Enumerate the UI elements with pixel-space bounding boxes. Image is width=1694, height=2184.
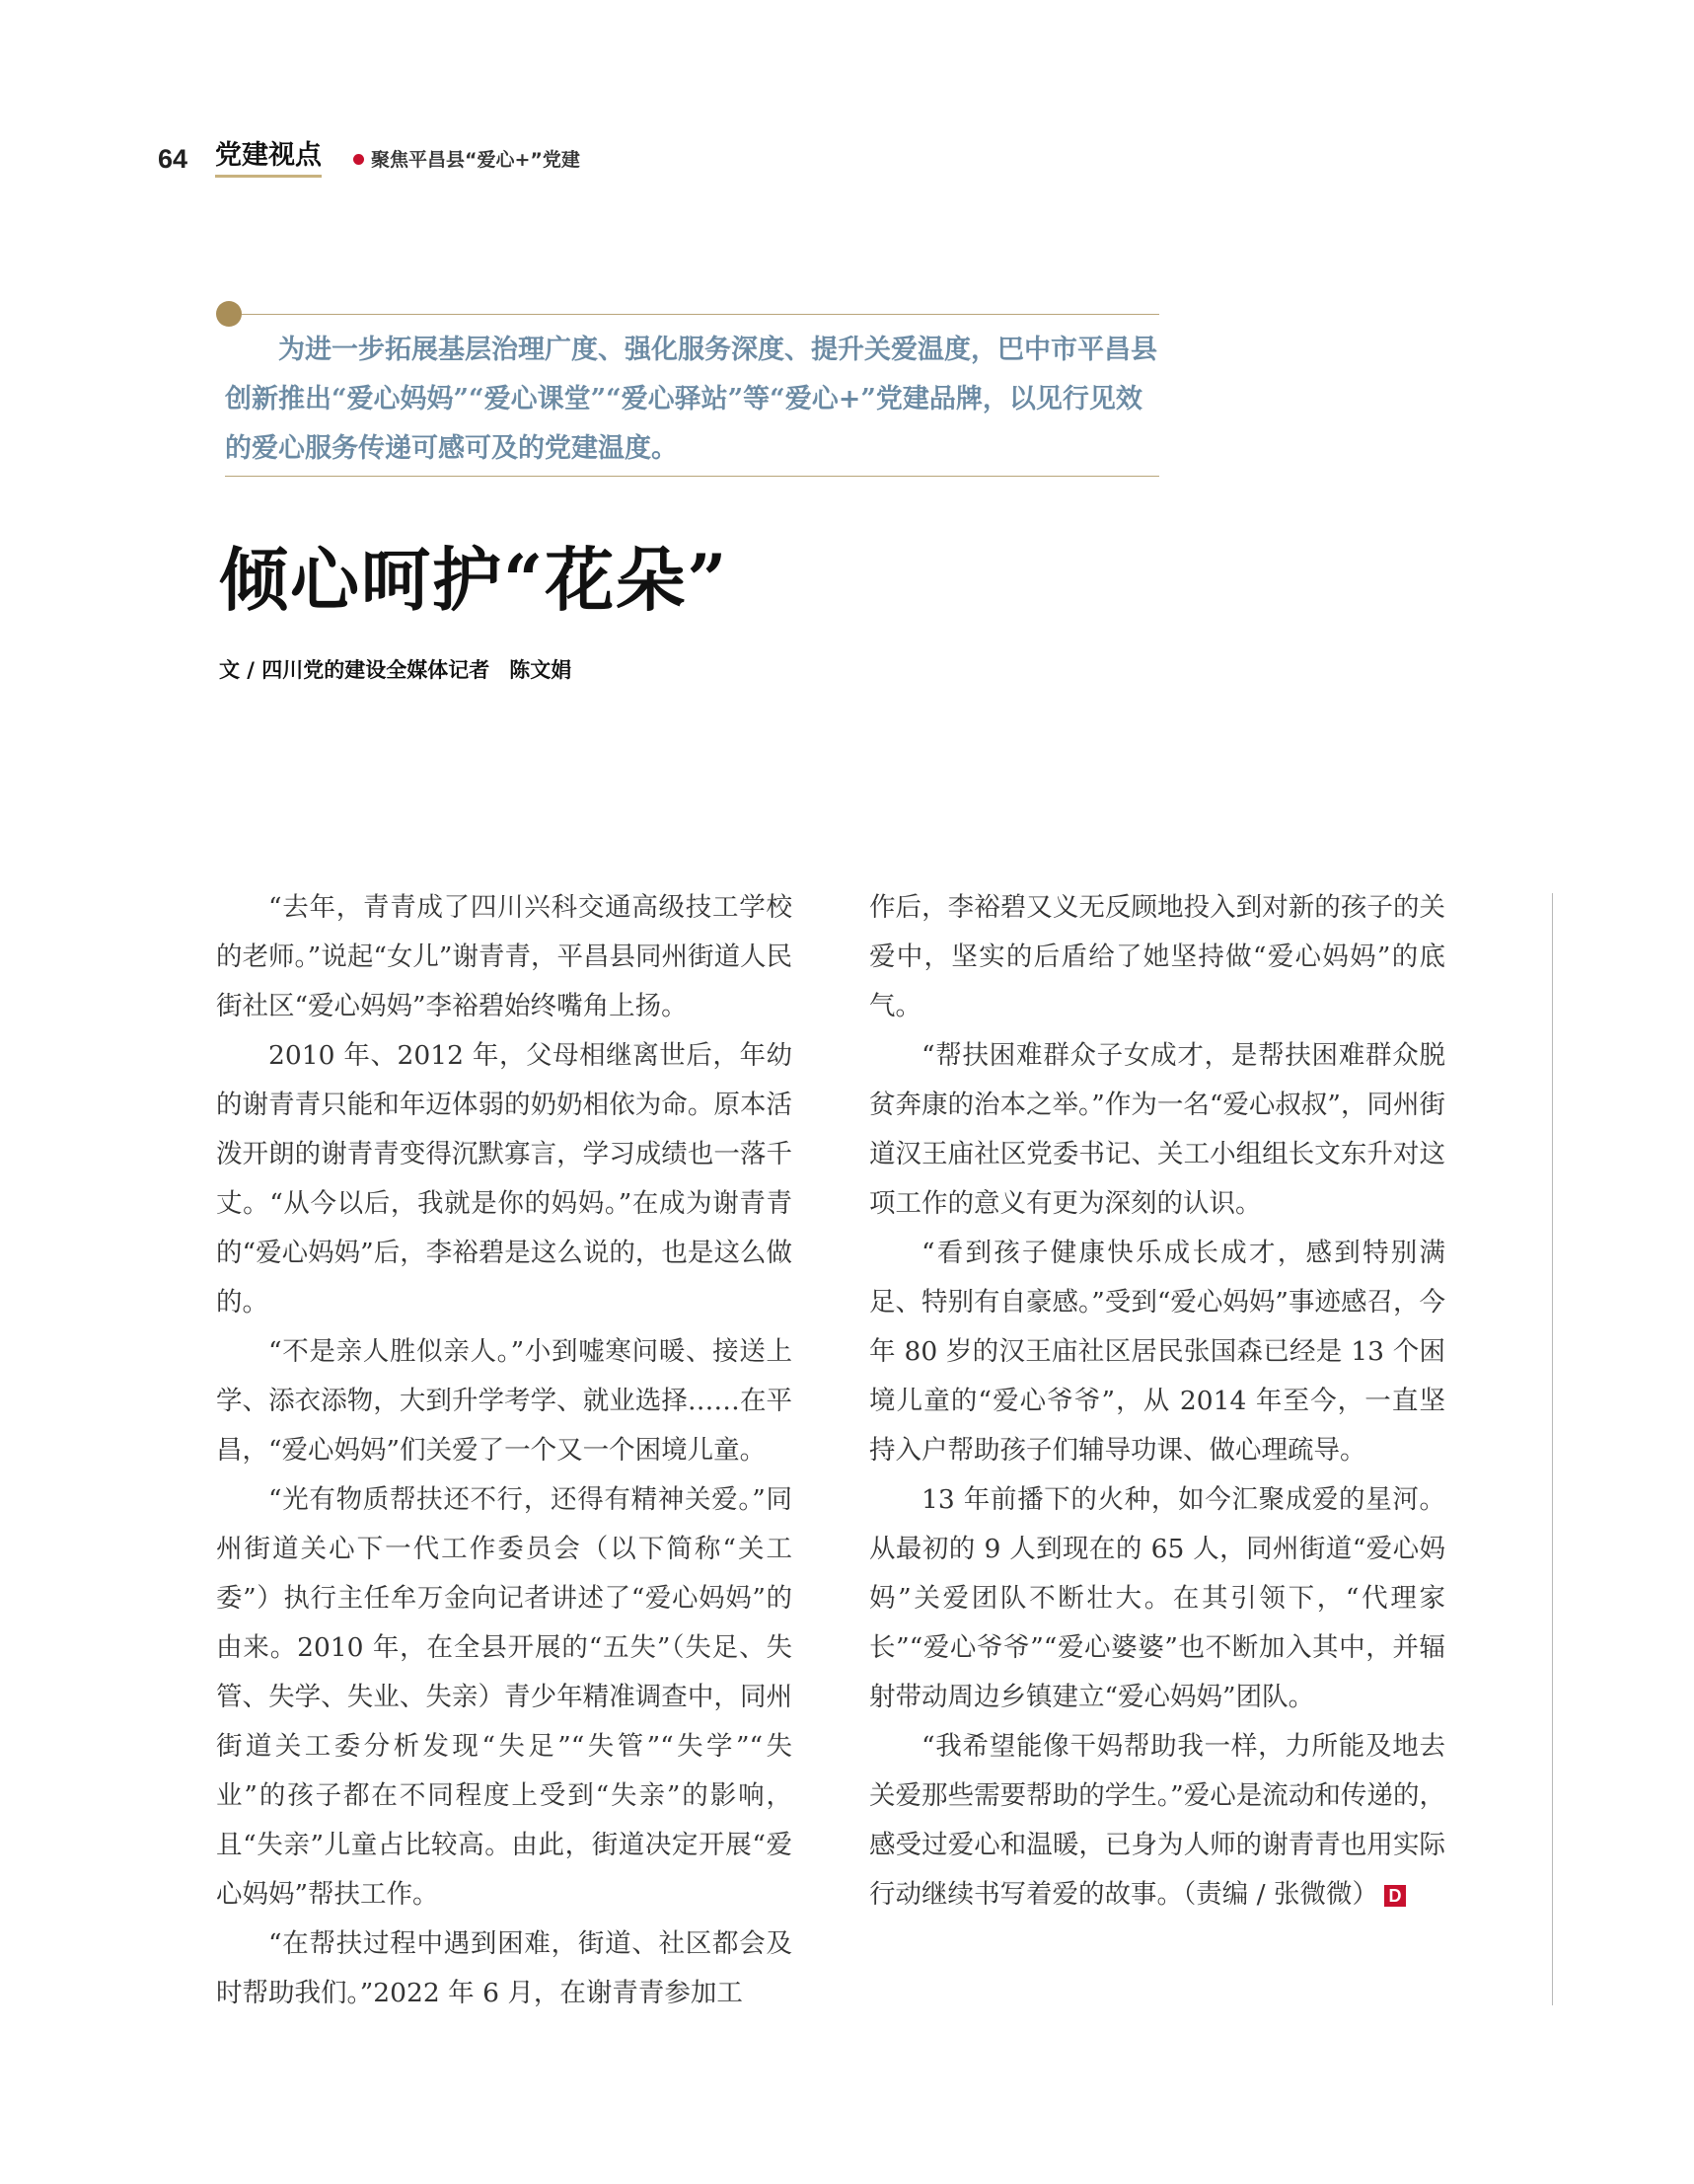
end-mark-icon: D [1384,1885,1406,1907]
page-header [158,140,848,180]
column-right [869,883,1445,1920]
article-title: 倾心呵护“花朵” [219,539,729,621]
paragraph-text: “我希望能像干妈帮助我一样，力所能及地去关爱那些需要帮助的学生。”爱心是流动和传递的，感受过爱心和温暖，已身为人师的谢青青也用实际行动继续书写着爱的故事。（责编 / 张微微） [869,1731,1445,1910]
series-title: 聚焦平昌县“爱心+”党建 [371,149,580,171]
paragraph: 2010 年、2012 年，父母相继离世后，年幼的谢青青只能和年迈体弱的奶奶相依为命。原本活泼开朗的谢青青变得沉默寡言，学习成绩也一落千丈。“从今以后，我就是你的妈妈。”在成为谢青青的“爱心妈妈”后，李裕碧是这么说的，也是这么做的。 [216,1040,792,1318]
intro-text: 为进一步拓展基层治理广度、强化服务深度、提升关爱温度，巴中市平昌县创新推出“爱心妈妈”“爱心课堂”“爱心驿站”等“爱心+”党建品牌，以见行见效的爱心服务传递可感可及的党建温度。 [225,335,1157,464]
paragraph: “光有物质帮扶还不行，还得有精神关爱。”同州街道关心下一代工作委员会（以下简称“关工委”）执行主任牟万金向记者讲述了“爱心妈妈”的由来。2010 年，在全县开展的“五失”（失足、失管、失学、失业、失亲）青少年精准调查中，同州街道关工委分析发现“失足”“失管”“失学”“失业”的孩子都在不同程度上受到“失亲”的影响，且“失亲”儿童占比较高。由此，街道决定开展“爱心妈妈”帮扶工作。 [216,1484,792,1910]
section-name: 党建视点 [215,140,322,178]
page-number: 64 [158,144,188,174]
paragraph-continuation: 作后，李裕碧又义无反顾地投入到对新的孩子的关爱中，坚实的后盾给了她坚持做“爱心妈妈”的底气。 [869,892,1445,1021]
paragraph: “去年，青青成了四川兴科交通高级技工学校的老师。”说起“女儿”谢青青，平昌县同州街道人民街社区“爱心妈妈”李裕碧始终嘴角上扬。 [216,892,792,1021]
bullet-dot-icon [353,154,364,165]
intro-dot-icon [216,301,242,327]
paragraph: “不是亲人胜似亲人。”小到嘘寒问暖、接送上学、添衣添物，大到升学考学、就业选择……在平昌，“爱心妈妈”们关爱了一个又一个困境儿童。 [216,1336,792,1466]
column-divider [1552,893,1553,2005]
intro-lead [225,326,1162,474]
byline [219,654,571,684]
byline-author: 陈文娟 [509,658,572,682]
paragraph: “在帮扶过程中遇到困难，街道、社区都会及时帮助我们。”2022 年 6 月，在谢青青参加工 [216,1928,792,2008]
last-paragraph [869,1722,1445,1920]
paragraph: “看到孩子健康快乐成长成才，感到特别满足、特别有自豪感。”受到“爱心妈妈”事迹感召，今年 80 岁的汉王庙社区居民张国森已经是 13 个困境儿童的“爱心爷爷”，从 2014 年至今，一直坚持入户帮助孩子们辅导功课、做心理疏导。 [869,1238,1445,1466]
byline-prefix: 文 / 四川党的建设全媒体记者 [219,658,490,682]
paragraph: “帮扶困难群众子女成才，是帮扶困难群众脱贫奔康的治本之举。”作为一名“爱心叔叔”，同州街道汉王庙社区党委书记、关工小组组长文东升对这项工作的意义有更为深刻的认识。 [869,1040,1445,1219]
intro-bottom-rule [225,476,1159,477]
intro-top-rule [242,314,1159,315]
paragraph: 13 年前播下的火种，如今汇聚成爱的星河。从最初的 9 人到现在的 65 人，同州街道“爱心妈妈”关爱团队不断壮大。在其引领下，“代理家长”“爱心爷爷”“爱心婆婆”也不断加入其中，并辐射带动周边乡镇建立“爱心妈妈”团队。 [869,1484,1445,1712]
column-left [216,883,792,2018]
